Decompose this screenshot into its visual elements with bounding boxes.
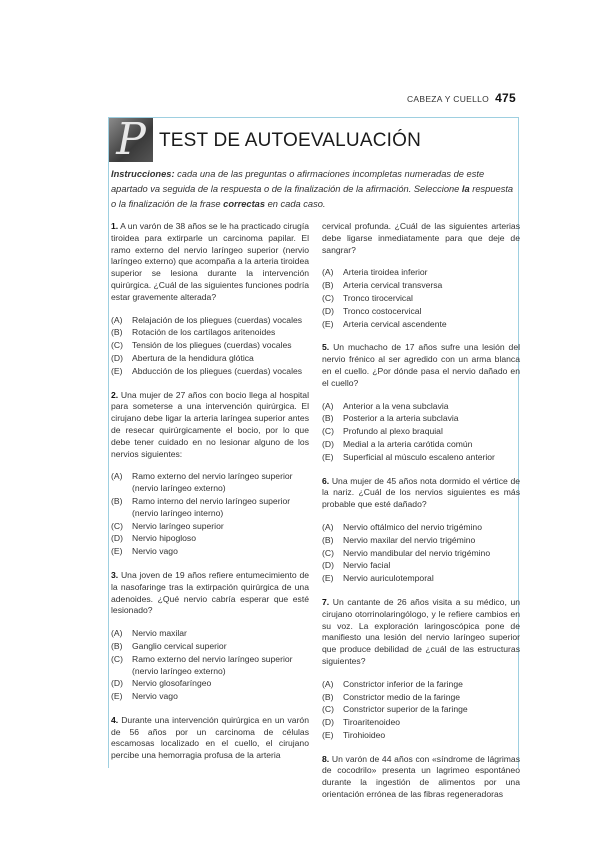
option-text: Anterior a la vena subclavia	[343, 400, 449, 411]
instructions	[111, 167, 516, 212]
answer-option[interactable]	[322, 548, 520, 560]
answer-option[interactable]	[322, 280, 520, 292]
option-letter: (D)	[111, 533, 123, 544]
option-letter: (B)	[322, 413, 334, 424]
option-text: Ramo externo del nervio laríngeo superior (nervio laríngeo externo)	[132, 471, 293, 494]
option-text: Nervio auriculotemporal	[343, 573, 434, 584]
page-number: 475	[495, 91, 516, 105]
option-text: Nervio laríngeo superior	[132, 520, 224, 531]
option-text: Ramo interno del nervio laríngeo superior (nervio laríngeo interno)	[132, 495, 291, 518]
option-text: Tronco tirocervical	[343, 292, 413, 303]
option-letter: (E)	[111, 365, 123, 376]
question-4	[111, 715, 309, 762]
answer-option[interactable]	[322, 426, 520, 438]
question-number: 8.	[322, 753, 330, 764]
question-6	[322, 476, 520, 511]
option-text: Tronco costocervical	[343, 305, 422, 316]
question-number: 2.	[111, 389, 119, 400]
option-letter: (B)	[322, 691, 334, 702]
instructions-text-2: respuesta o la finalización de la frase	[111, 184, 514, 209]
option-letter: (B)	[322, 534, 334, 545]
option-text: Nervio hipogloso	[132, 533, 197, 544]
option-letter: (C)	[111, 520, 123, 531]
option-text: Nervio mandibular del nervio trigémino	[343, 547, 491, 558]
question-stem: Una mujer de 45 años nota dormido el vértice de la nariz. ¿Cuál de los nervios siguientes es más probable que esté dañado?	[322, 475, 521, 510]
answer-option[interactable]	[111, 546, 309, 558]
option-letter: (E)	[322, 318, 334, 329]
option-letter: (A)	[111, 471, 123, 482]
answer-option[interactable]	[322, 439, 520, 451]
option-text: Nervio oftálmico del nervio trigémino	[343, 521, 482, 532]
question-number: 7.	[322, 596, 330, 607]
question-stem: cervical profunda. ¿Cuál de las siguientes arterias debe ligarse inmediatamente para que deje de sangrar?	[322, 221, 520, 255]
option-text: Ramo externo del nervio laríngeo superior (nervio laríngeo externo)	[132, 653, 293, 676]
answer-option[interactable]	[111, 340, 309, 352]
option-text: Profundo al plexo braquial	[343, 426, 443, 437]
option-text: Constrictor inferior de la faringe	[343, 678, 463, 689]
option-text: Medial a la arteria carótida común	[343, 438, 473, 449]
answer-option[interactable]	[322, 401, 520, 413]
instructions-text-1: cada una de las preguntas o afirmaciones incompletas numeradas de este apartado va seguida de la respuesta o de la finalización de la afirmación. Seleccione	[111, 169, 485, 194]
option-text: Tensión de los pliegues (cuerdas) vocales	[132, 340, 292, 351]
option-letter: (D)	[111, 678, 123, 689]
answer-options	[322, 401, 520, 464]
option-text: Nervio vago	[132, 546, 178, 557]
option-text: Relajación de los pliegues (cuerdas) vocales	[132, 314, 303, 325]
option-text: Ganglio cervical superior	[132, 640, 227, 651]
option-text: Tiroaritenoideo	[343, 717, 401, 728]
option-letter: (A)	[322, 521, 334, 532]
option-letter: (E)	[111, 546, 123, 557]
option-letter: (E)	[322, 451, 334, 462]
option-letter: (A)	[111, 628, 123, 639]
test-frame	[108, 114, 521, 800]
answer-option[interactable]	[111, 641, 309, 653]
option-text: Posterior a la arteria subclavia	[343, 413, 459, 424]
answer-option[interactable]	[111, 678, 309, 690]
answer-option[interactable]	[322, 319, 520, 331]
answer-option[interactable]	[111, 315, 309, 327]
question-stem: Durante una intervención quirúrgica en un varón de 56 años por un carcinoma de células escamosas localizado en el cuello, el cirujano percibe una hemorragia profusa de la arteria	[111, 714, 309, 761]
answer-option[interactable]	[111, 691, 309, 703]
option-letter: (E)	[322, 729, 334, 740]
option-text: Nervio vago	[132, 691, 178, 702]
answer-option[interactable]	[111, 366, 309, 378]
option-letter: (C)	[322, 704, 334, 715]
option-letter: (D)	[322, 560, 334, 571]
answer-option[interactable]	[322, 452, 520, 464]
option-text: Nervio maxilar del nervio trigémino	[343, 534, 476, 545]
running-header	[407, 91, 516, 105]
option-letter: (A)	[322, 267, 334, 278]
option-letter: (C)	[322, 426, 334, 437]
question-2	[111, 390, 309, 461]
answer-options	[111, 628, 309, 703]
instructions-text-3: en cada caso.	[265, 199, 326, 209]
option-letter: (E)	[111, 691, 123, 702]
option-letter: (B)	[322, 280, 334, 291]
option-text: Tirohioideo	[343, 729, 386, 740]
instructions-bold-2: correctas	[223, 199, 266, 209]
answer-option[interactable]	[111, 353, 309, 365]
question-cont	[322, 221, 520, 256]
question-number: 5.	[322, 342, 330, 353]
answer-option[interactable]	[322, 267, 520, 279]
option-text: Abducción de los pliegues (cuerdas) vocales	[132, 365, 303, 376]
answer-options	[111, 471, 309, 558]
answer-option[interactable]	[322, 704, 520, 716]
option-text: Nervio glosofaríngeo	[132, 678, 212, 689]
answer-option[interactable]	[111, 533, 309, 545]
answer-options	[322, 267, 520, 330]
question-7	[322, 597, 520, 668]
option-letter: (E)	[322, 573, 334, 584]
question-number: 3.	[111, 569, 119, 580]
option-letter: (A)	[322, 678, 334, 689]
answer-option[interactable]	[111, 628, 309, 640]
option-text: Rotación de los cartílagos aritenoides	[132, 327, 276, 338]
answer-option[interactable]	[322, 306, 520, 318]
option-letter: (D)	[111, 352, 123, 363]
right-column	[322, 221, 520, 812]
answer-option[interactable]	[322, 413, 520, 425]
option-text: Superficial al músculo escaleno anterior	[343, 451, 495, 462]
answer-options	[111, 315, 309, 378]
instructions-bold-1: la	[461, 184, 470, 194]
answer-option[interactable]	[322, 522, 520, 534]
question-1	[111, 221, 309, 304]
page-title: TEST DE AUTOEVALUACIÓN	[159, 130, 422, 151]
option-letter: (A)	[111, 314, 123, 325]
option-text: Arteria cervical ascendente	[343, 318, 447, 329]
question-8	[322, 754, 520, 801]
answer-option[interactable]	[111, 521, 309, 533]
answer-option[interactable]	[322, 535, 520, 547]
answer-option[interactable]	[322, 560, 520, 572]
option-letter: (B)	[111, 327, 123, 338]
option-text: Arteria tiroidea inferior	[343, 267, 428, 278]
section-title: CABEZA Y CUELLO	[406, 94, 490, 104]
answer-option[interactable]	[111, 654, 309, 678]
answer-option[interactable]	[111, 496, 309, 520]
answer-option[interactable]	[322, 717, 520, 729]
answer-option[interactable]	[322, 573, 520, 585]
question-3	[111, 570, 309, 617]
option-text: Constrictor superior de la faringe	[343, 704, 468, 715]
question-5	[322, 342, 520, 389]
left-column	[111, 221, 309, 773]
option-letter: (B)	[111, 495, 123, 506]
option-letter: (A)	[322, 400, 334, 411]
option-letter: (C)	[111, 653, 123, 664]
option-letter: (B)	[111, 640, 123, 651]
question-stem: A un varón de 38 años se le ha practicado cirugía tiroidea para extirparle un carcinoma papilar. El ramo externo del nervio laríngeo superior (nervio laríngeo externo) que acompaña a la arteria tiroidea superior se lesiona durante la intervención quirúrgica. ¿Cuál de las siguientes funciones podría estar gravemente alterada?	[111, 221, 309, 302]
option-text: Constrictor medio de la faringe	[343, 691, 461, 702]
answer-option[interactable]	[322, 692, 520, 704]
option-letter: (C)	[322, 547, 334, 558]
answer-option[interactable]	[322, 293, 520, 305]
question-stem: Un varón de 44 años con «síndrome de lágrimas de cocodrilo» presenta un lagrimeo espontáneo durante la ingestión de alimentos por una orientación errónea de las fibras regeneradoras	[322, 753, 521, 800]
question-stem: Un muchacho de 17 años sufre una lesión del nervio frénico al ser agredido con un arma blanca en el cuello. ¿Por dónde pasa el nervio dañado en el cuello?	[322, 342, 521, 388]
answer-option[interactable]	[322, 679, 520, 691]
answer-options	[322, 522, 520, 585]
answer-option[interactable]	[322, 730, 520, 742]
option-letter: (D)	[322, 717, 334, 728]
option-letter: (C)	[111, 340, 123, 351]
question-stem: Una mujer de 27 años con bocio llega al hospital para someterse a una intervención quirúrgica. El cirujano debe ligar la arteria laríngea superior antes de resecar quirúrgicamente el bocio, por lo que debe tener cuidado en no lesionar alguno de los nervios siguientes:	[111, 389, 309, 459]
instructions-label: Instrucciones:	[111, 169, 175, 179]
option-text: Abertura de la hendidura glótica	[132, 352, 254, 363]
option-text: Nervio facial	[343, 560, 391, 571]
option-letter: (C)	[322, 292, 334, 303]
option-letter: (D)	[322, 305, 334, 316]
answer-option[interactable]	[111, 327, 309, 339]
answer-options	[322, 679, 520, 742]
option-text: Nervio maxilar	[132, 628, 187, 639]
question-stem: Una joven de 19 años refiere entumecimiento de la nasofaringe tras la extirpación quirúrgica de una adenoides. ¿Qué nervio cabría esperar que esté lesionado?	[111, 569, 310, 616]
question-number: 4.	[111, 714, 119, 725]
option-text: Arteria cervical transversa	[343, 280, 443, 291]
option-letter: (D)	[322, 438, 334, 449]
question-stem: Un cantante de 26 años visita a su médico, un cirujano otorrinolaringólogo, y le refiere cambios en su voz. La exploración laringoscópica pone de manifiesto una lesión del nervio laríngeo superior que produce debilidad de ¿cuál de las estructuras siguientes?	[322, 596, 521, 666]
decorative-initial-logo: P	[109, 118, 153, 162]
answer-option[interactable]	[111, 471, 309, 495]
question-number: 1.	[111, 221, 119, 231]
question-number: 6.	[322, 475, 330, 486]
